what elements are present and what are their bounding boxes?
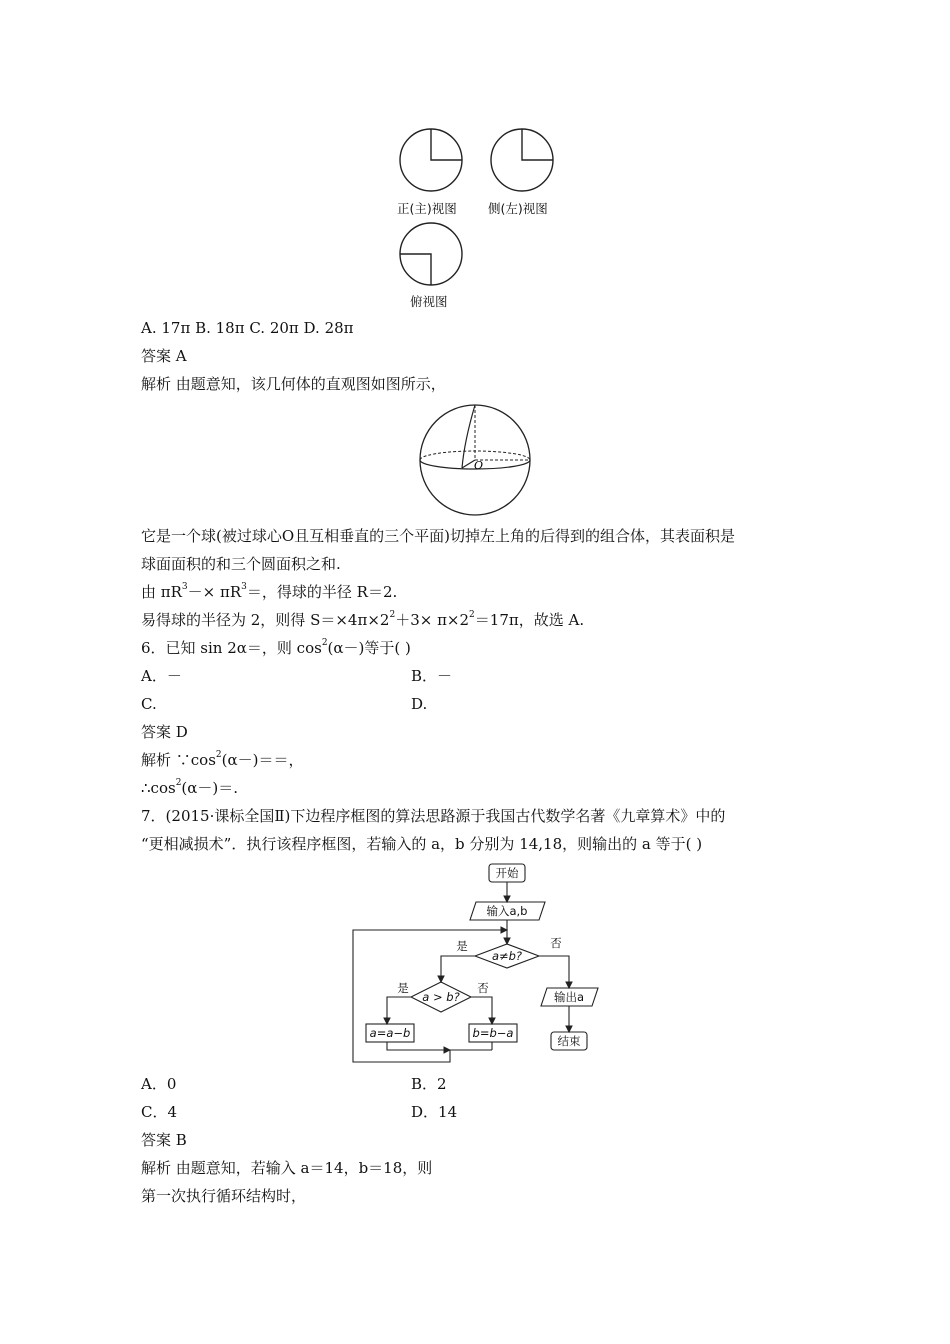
q5-answer: 答案 A	[141, 347, 187, 365]
q7-loop-first: 第一次执行循环结构时，	[141, 1187, 307, 1205]
q6-therefore: $\therefore\cos^2(\alpha-)=$.	[141, 778, 239, 797]
q7-answer: 答案 B	[141, 1131, 187, 1149]
flowchart	[340, 858, 630, 1068]
sphere-center-label: O	[474, 459, 484, 472]
flow-assign-a-label: a=a−b	[369, 1026, 411, 1040]
q6-answer: 答案 D	[141, 723, 188, 741]
q5-options: A. 17π B. 18π C. 20π D. 28π	[141, 319, 354, 337]
q6-option-d: D.	[411, 695, 428, 713]
side-view	[491, 129, 553, 191]
flow-no-1-label: 否	[550, 936, 562, 950]
q5-line2: 球面面积的和三个圆面积之和.	[141, 555, 341, 573]
q7-stem-line1: 7．(2015·课标全国Ⅱ)下边程序框图的算法思路源于我国古代数学名著《九章算术》中的	[141, 807, 726, 825]
flow-end-label: 结束	[557, 1034, 581, 1048]
q6-analysis: 解析 $\because\cos^2(\alpha-)==$，	[141, 750, 304, 769]
q6-option-a: A．－	[141, 667, 182, 685]
q7-option-b: B．2	[411, 1075, 447, 1093]
q5-line1: 它是一个球(被过球心O且互相垂直的三个平面)切掉左上角的后得到的组合体，其表面积是	[141, 527, 736, 545]
q5-line4: 易得球的半径为 2，则得 $S=\times 4\pi\times 2^2+3\times \pi\times 2^2=17\pi$，故选 A.	[141, 610, 585, 629]
side-view-label: 侧(左)视图	[488, 201, 548, 216]
flow-yes-2-label: 是	[397, 981, 409, 995]
flow-output-label: 输出a	[553, 990, 585, 1004]
q7-option-c: C．4	[141, 1103, 178, 1121]
front-view-label: 正(主)视图	[397, 201, 457, 216]
flow-condition-2-label: a > b?	[422, 990, 460, 1004]
flow-start-label: 开始	[495, 866, 519, 880]
flow-no-2-label: 否	[477, 981, 489, 995]
q7-option-a: A．0	[141, 1075, 177, 1093]
q6-stem: 6．已知 sin 2α＝，则 $\cos^2(\alpha-)$等于( )	[141, 638, 411, 657]
flow-input-label: 输入a,b	[486, 904, 528, 918]
q7-option-d: D．14	[411, 1103, 458, 1121]
flow-assign-b-label: b=b−a	[472, 1026, 514, 1040]
flow-yes-1-label: 是	[456, 939, 468, 953]
top-view-label: 俯视图	[410, 294, 448, 309]
top-view	[400, 223, 462, 285]
q6-option-b: B．－	[411, 667, 453, 685]
q5-line3: 由 $\pi R^3-\times \pi R^3=$，得球的半径 R＝2.	[141, 582, 398, 601]
q5-analysis: 解析 由题意知，该几何体的直观图如图所示，	[141, 375, 446, 393]
q6-option-c: C.	[141, 695, 157, 713]
q7-analysis: 解析 由题意知，若输入 a＝14，b＝18，则	[141, 1159, 433, 1177]
sphere-figure	[412, 400, 538, 520]
flow-condition-1-label: a≠b?	[491, 949, 523, 963]
front-view	[400, 129, 462, 191]
q7-stem-line2: “更相减损术”．执行该程序框图，若输入的 a，b 分别为 14,18，则输出的 a 等于( )	[141, 835, 703, 853]
